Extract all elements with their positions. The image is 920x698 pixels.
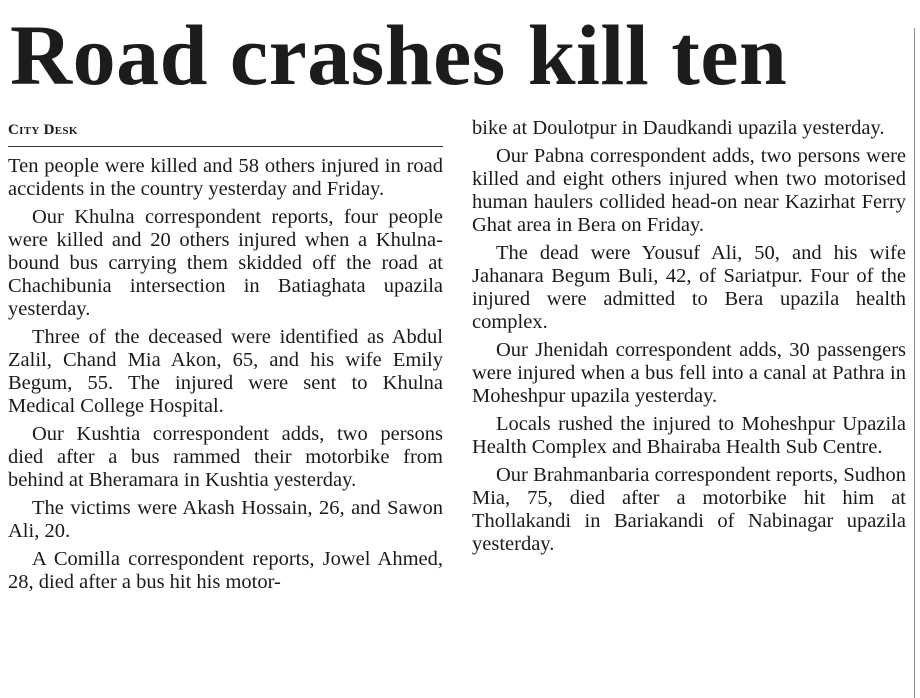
byline-text: City Desk bbox=[8, 122, 78, 138]
paragraph-lead: Ten people were killed and 58 others injured in road accidents in the country yesterday and Friday. bbox=[8, 155, 443, 200]
paragraph-khulna-deceased: Three of the deceased were identified as Abdul Zalil, Chand Mia Akon, 65, and his wife Emily Begum, 55. The injured were sent to Khulna Medical College Hospital. bbox=[8, 326, 443, 417]
paragraph-jhenidah-locals: Locals rushed the injured to Moheshpur Upazila Health Complex and Bhairaba Health Sub Centre. bbox=[472, 413, 906, 458]
byline bbox=[8, 118, 443, 147]
paragraph-pabna: Our Pabna correspondent adds, two persons were killed and eight others injured when two motorised human haulers collided head-on near Kazirhat Ferry Ghat area in Bera on Friday. bbox=[472, 145, 906, 236]
paragraph-comilla-continued: bike at Doulotpur in Daudkandi upazila yesterday. bbox=[472, 117, 885, 139]
paragraph-pabna-dead: The dead were Yousuf Ali, 50, and his wife Jahanara Begum Buli, 42, of Sariatpur. Four of the injured were admitted to Bera upazila health complex. bbox=[472, 242, 906, 333]
article-column-left bbox=[8, 118, 443, 599]
paragraph-kushtia: Our Kushtia correspondent adds, two persons died after a bus rammed their motorbike from behind at Bheramara in Kushtia yesterday. bbox=[8, 423, 443, 491]
column-divider-rule bbox=[914, 28, 915, 698]
article-column-right bbox=[472, 118, 906, 561]
headline: Road crashes kill ten bbox=[10, 7, 788, 103]
paragraph-jhenidah: Our Jhenidah correspondent adds, 30 passengers were injured when a bus fell into a canal at Pathra in Moheshpur upazila yesterday. bbox=[472, 339, 906, 407]
paragraph-khulna: Our Khulna correspondent reports, four people were killed and 20 others injured when a Khulna-bound bus carrying them skidded off the road at Chachibunia intersection in Batiaghata upazila yesterday. bbox=[8, 206, 443, 320]
paragraph-brahmanbaria: Our Brahmanbaria correspondent reports, Sudhon Mia, 75, died after a motorbike hit him at Thollakandi in Bariakandi of Nabinagar upazila yesterday. bbox=[472, 464, 906, 555]
paragraph-comilla: A Comilla correspondent reports, Jowel Ahmed, 28, died after a bus hit his motor- bbox=[8, 548, 443, 593]
paragraph-kushtia-victims: The victims were Akash Hossain, 26, and Sawon Ali, 20. bbox=[8, 497, 443, 542]
